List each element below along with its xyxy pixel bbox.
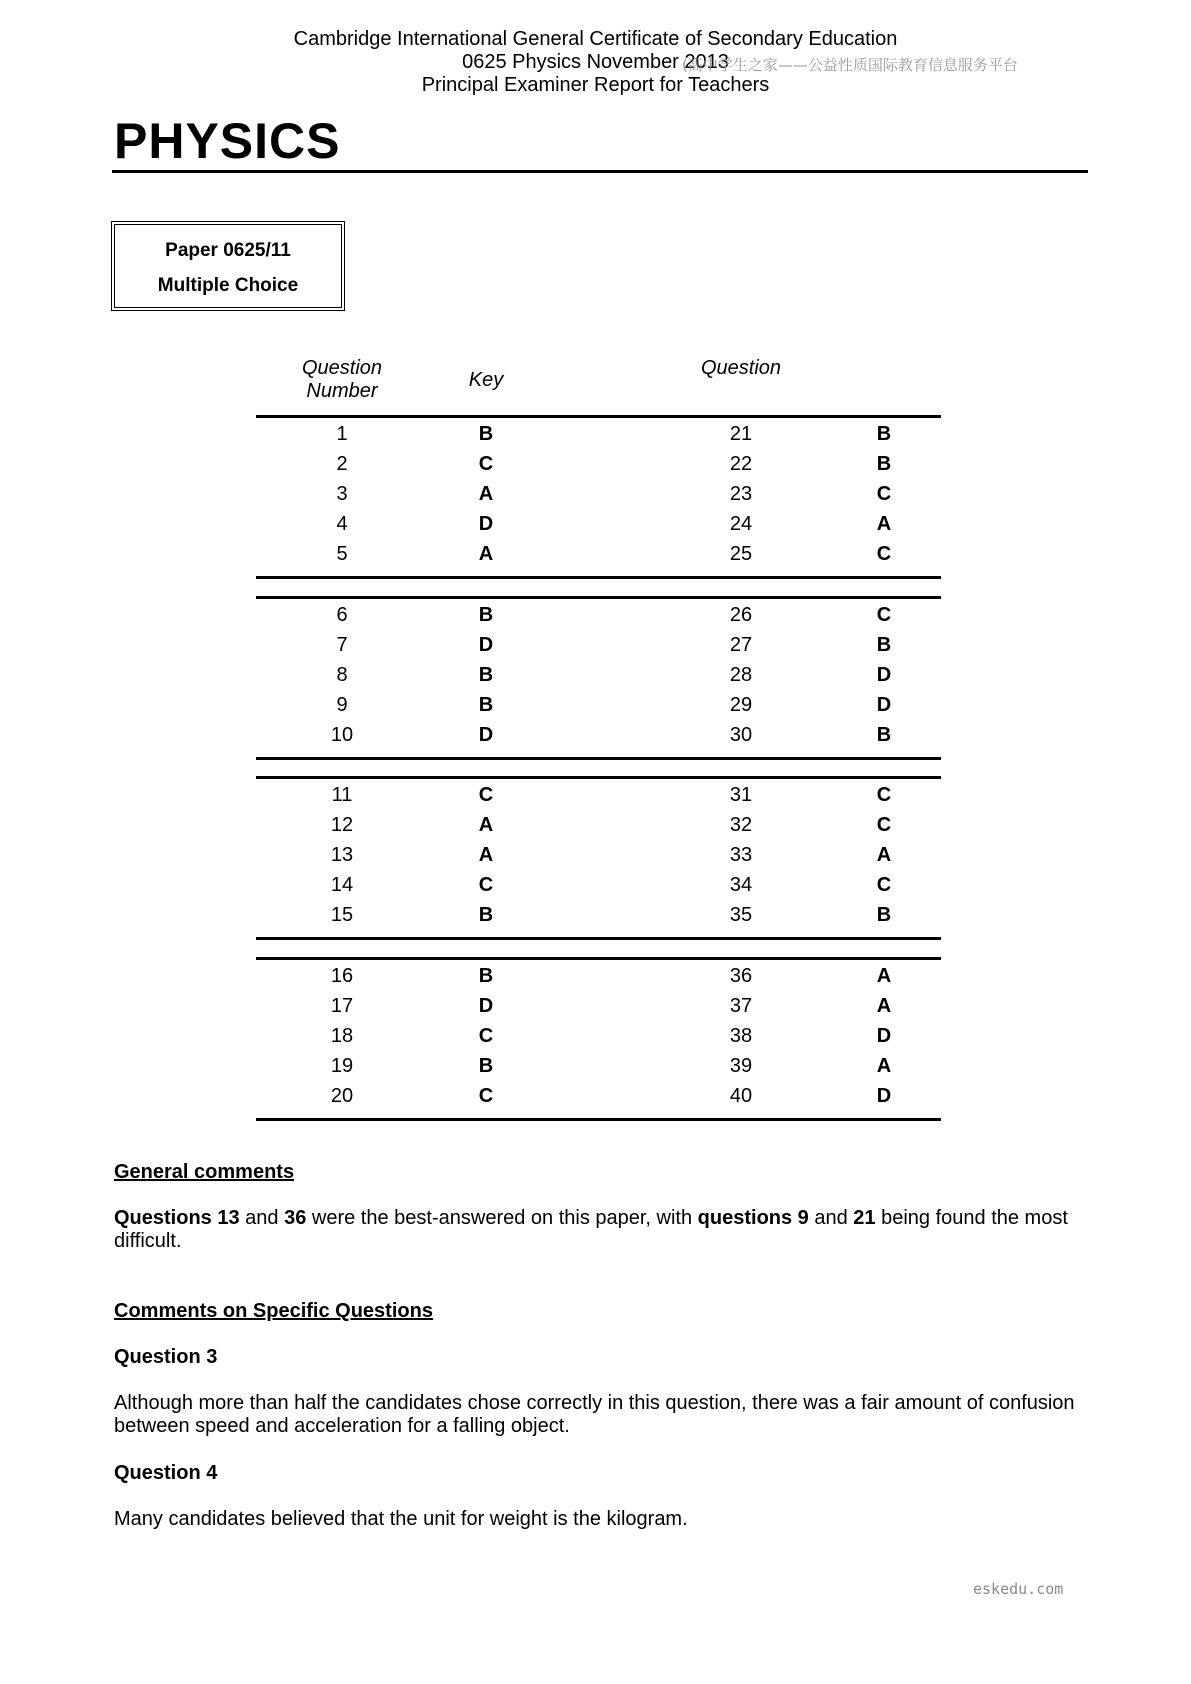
answer-key: A [478,543,494,565]
table-row [256,814,941,844]
header-watermark: (高中学生之家——公益性质国际教育信息服务平台 [682,56,1018,74]
question-number: 9 [336,694,348,716]
answer-key: C [876,814,892,836]
answer-key: A [478,483,494,505]
table-row [256,904,941,934]
table-rule-top [256,776,941,779]
table-row [256,1085,941,1115]
table-row [256,844,941,874]
table-row [256,1055,941,1085]
question-number: 6 [336,604,348,626]
question-number: 28 [729,664,753,686]
question-number: 35 [729,904,753,926]
question-number: 24 [729,513,753,535]
answer-key: B [478,664,494,686]
question-number: 37 [729,995,753,1017]
question-4-text: Many candidates believed that the unit for weight is the kilogram. [114,1508,688,1530]
question-3-heading: Question 3 [114,1346,218,1368]
answer-key: A [876,1055,892,1077]
table-rule-bottom [256,1118,941,1121]
answer-key: B [478,1055,494,1077]
answer-key: B [876,634,892,656]
question-number: 19 [330,1055,354,1077]
answer-key: C [478,453,494,475]
question-number: 14 [330,874,354,896]
answer-key: C [478,1025,494,1047]
answer-key: B [478,604,494,626]
question-number: 13 [330,844,354,866]
answer-key: B [478,423,494,445]
answer-key: D [478,513,494,535]
answer-key: A [478,814,494,836]
answer-key: A [478,844,494,866]
col-head-question-number [282,357,402,403]
question-number: 21 [729,423,753,445]
question-number: 15 [330,904,354,926]
general-q21: 21 [853,1207,876,1229]
answer-key: A [876,965,892,987]
table-row [256,724,941,754]
header-line-2: 0625 Physics November 2013 [462,51,729,73]
answer-key: B [876,904,892,926]
question-number: 1 [336,423,348,445]
footer-watermark: eskedu.com [973,1580,1064,1598]
col-head-question-number-l2: Number [306,380,378,402]
table-row [256,453,941,483]
answer-key: D [478,724,494,746]
question-number: 4 [336,513,348,535]
general-mid: were the best-answered on this paper, with [306,1207,698,1229]
question-number: 36 [729,965,753,987]
question-number: 25 [729,543,753,565]
table-row [256,965,941,995]
question-number: 8 [336,664,348,686]
question-number: 2 [336,453,348,475]
answer-key: C [478,784,494,806]
answer-key: A [876,995,892,1017]
question-number: 30 [729,724,753,746]
table-rule-bottom [256,937,941,940]
answer-key: D [876,694,892,716]
answer-key: D [478,995,494,1017]
question-number: 22 [729,453,753,475]
header-line-1: Cambridge International General Certificate of Secondary Education [293,28,898,50]
specific-comments-heading: Comments on Specific Questions [114,1300,433,1322]
table-rule-top [256,415,941,418]
answer-key: C [876,874,892,896]
table-row [256,995,941,1025]
general-comments-heading: General comments [114,1161,295,1183]
table-rule-bottom [256,576,941,579]
answer-key-table [256,355,941,1115]
table-row [256,483,941,513]
table-row [256,513,941,543]
answer-key: A [876,844,892,866]
question-number: 39 [729,1055,753,1077]
answer-key: D [478,634,494,656]
answer-key: D [876,1025,892,1047]
col-head-question: Question [700,357,782,379]
col-head-question-number-l1: Question [301,357,383,379]
question-number: 40 [729,1085,753,1107]
question-number: 17 [330,995,354,1017]
answer-key: B [876,453,892,475]
table-row [256,634,941,664]
question-number: 12 [330,814,354,836]
question-number: 5 [336,543,348,565]
answer-key: C [876,604,892,626]
general-and-1: and [239,1207,285,1229]
general-end: being found the most difficult. [114,1207,1068,1252]
answer-key: B [478,904,494,926]
table-rule-top [256,596,941,599]
question-number: 3 [336,483,348,505]
question-number: 11 [331,784,353,806]
question-4-heading: Question 4 [114,1462,218,1484]
paper-type: Multiple Choice [157,275,299,296]
page-title: PHYSICS [114,113,341,169]
question-number: 7 [336,634,348,656]
question-number: 23 [729,483,753,505]
answer-key: A [876,513,892,535]
table-row [256,423,941,453]
general-comments-text [114,1207,1094,1253]
answer-key: C [876,784,892,806]
question-number: 31 [729,784,753,806]
table-row [256,874,941,904]
table-row [256,664,941,694]
table-row [256,604,941,634]
general-q36: 36 [284,1207,307,1229]
table-row [256,543,941,573]
answer-key: D [876,664,892,686]
answer-key: B [876,423,892,445]
answer-key: B [478,965,494,987]
answer-key: B [876,724,892,746]
table-rule-bottom [256,757,941,760]
header-line-3: Principal Examiner Report for Teachers [421,74,770,96]
question-number: 29 [729,694,753,716]
question-3-text: Although more than half the candidates chose correctly in this question, there was a fair amount of confusion between speed and acceleration for a falling object. [114,1392,1075,1437]
paper-box [111,221,345,311]
answer-key: B [478,694,494,716]
general-q9: questions 9 [697,1207,809,1229]
answer-key: C [876,543,892,565]
table-row [256,694,941,724]
general-q13: Questions 13 [114,1207,240,1229]
question-number: 16 [330,965,354,987]
col-head-key: Key [468,369,504,391]
question-number: 18 [330,1025,354,1047]
table-row [256,784,941,814]
question-number: 27 [729,634,753,656]
table-rule-top [256,957,941,960]
question-number: 38 [729,1025,753,1047]
question-number: 34 [729,874,753,896]
answer-key: C [876,483,892,505]
question-number: 20 [330,1085,354,1107]
answer-key: D [876,1085,892,1107]
general-and-2: and [808,1207,854,1229]
paper-code: Paper 0625/11 [165,240,291,261]
table-row [256,1025,941,1055]
answer-key: C [478,874,494,896]
question-number: 33 [729,844,753,866]
question-number: 10 [330,724,354,746]
title-rule [112,170,1088,173]
question-number: 32 [729,814,753,836]
answer-key: C [478,1085,494,1107]
question-number: 26 [729,604,753,626]
